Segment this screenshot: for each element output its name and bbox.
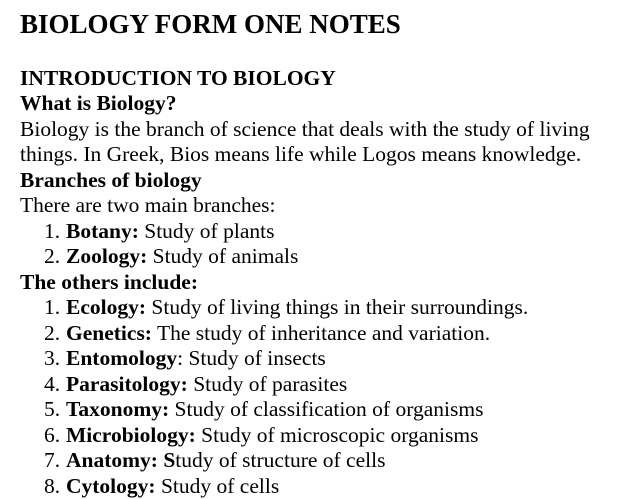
branch-description: Study of classification of organisms bbox=[169, 397, 484, 421]
branch-description: tudy of structure of cells bbox=[175, 448, 386, 472]
branch-term: Botany: bbox=[66, 218, 139, 243]
list-item bbox=[20, 346, 625, 372]
list-number: 6. bbox=[44, 422, 61, 447]
branch-term: Taxonomy: bbox=[66, 397, 170, 421]
list-item bbox=[20, 321, 625, 347]
branch-term: Microbiology: bbox=[66, 422, 196, 447]
list-number: 4. bbox=[44, 371, 61, 396]
branch-term: Parasitology: bbox=[66, 371, 188, 396]
biology-definition: Biology is the branch of science that deals with the study of living things. In Greek, Bios means life while Logos means knowledge. bbox=[20, 116, 590, 166]
other-branches-list bbox=[20, 295, 625, 499]
branch-description: Study of living things in their surroundings. bbox=[146, 295, 529, 319]
branch-description: The study of inheritance and variation. bbox=[151, 320, 491, 345]
question-heading: What is Biology? bbox=[20, 91, 177, 115]
list-number: 2. bbox=[44, 320, 61, 345]
branch-term: Ecology: bbox=[66, 295, 147, 319]
branch-term: Entomology bbox=[66, 346, 178, 370]
branch-description: Study of animals bbox=[147, 244, 299, 268]
branches-intro: There are two main branches: bbox=[20, 193, 276, 217]
list-item bbox=[20, 397, 625, 423]
branch-term: Zoology: bbox=[66, 244, 148, 268]
list-item bbox=[20, 372, 625, 398]
branch-term: Genetics: bbox=[66, 320, 152, 345]
document-page bbox=[20, 8, 625, 499]
document-title: BIOLOGY FORM ONE NOTES bbox=[20, 9, 401, 39]
list-number: 1. bbox=[44, 295, 61, 319]
branch-description: : Study of insects bbox=[177, 346, 326, 370]
branch-description: Study of cells bbox=[155, 473, 280, 498]
list-number: 8. bbox=[44, 473, 61, 498]
list-item bbox=[20, 244, 625, 270]
list-item bbox=[20, 423, 625, 449]
main-branches-list bbox=[20, 219, 625, 270]
branch-description: Study of plants bbox=[138, 218, 275, 243]
branches-heading: Branches of biology bbox=[20, 167, 202, 192]
branch-description: Study of microscopic organisms bbox=[195, 422, 479, 447]
branch-term: Cytology: bbox=[66, 473, 156, 498]
section-title: INTRODUCTION TO BIOLOGY bbox=[20, 66, 336, 90]
list-item bbox=[20, 219, 625, 245]
others-heading: The others include: bbox=[20, 269, 198, 294]
list-number: 2. bbox=[44, 244, 61, 268]
branch-description: Study of parasites bbox=[187, 371, 348, 396]
list-number: 1. bbox=[44, 218, 61, 243]
list-number: 5. bbox=[44, 397, 61, 421]
branch-term: Anatomy: S bbox=[66, 448, 176, 472]
list-item bbox=[20, 295, 625, 321]
list-number: 3. bbox=[44, 346, 61, 370]
list-item bbox=[20, 448, 625, 474]
list-item bbox=[20, 474, 625, 499]
list-number: 7. bbox=[44, 448, 61, 472]
